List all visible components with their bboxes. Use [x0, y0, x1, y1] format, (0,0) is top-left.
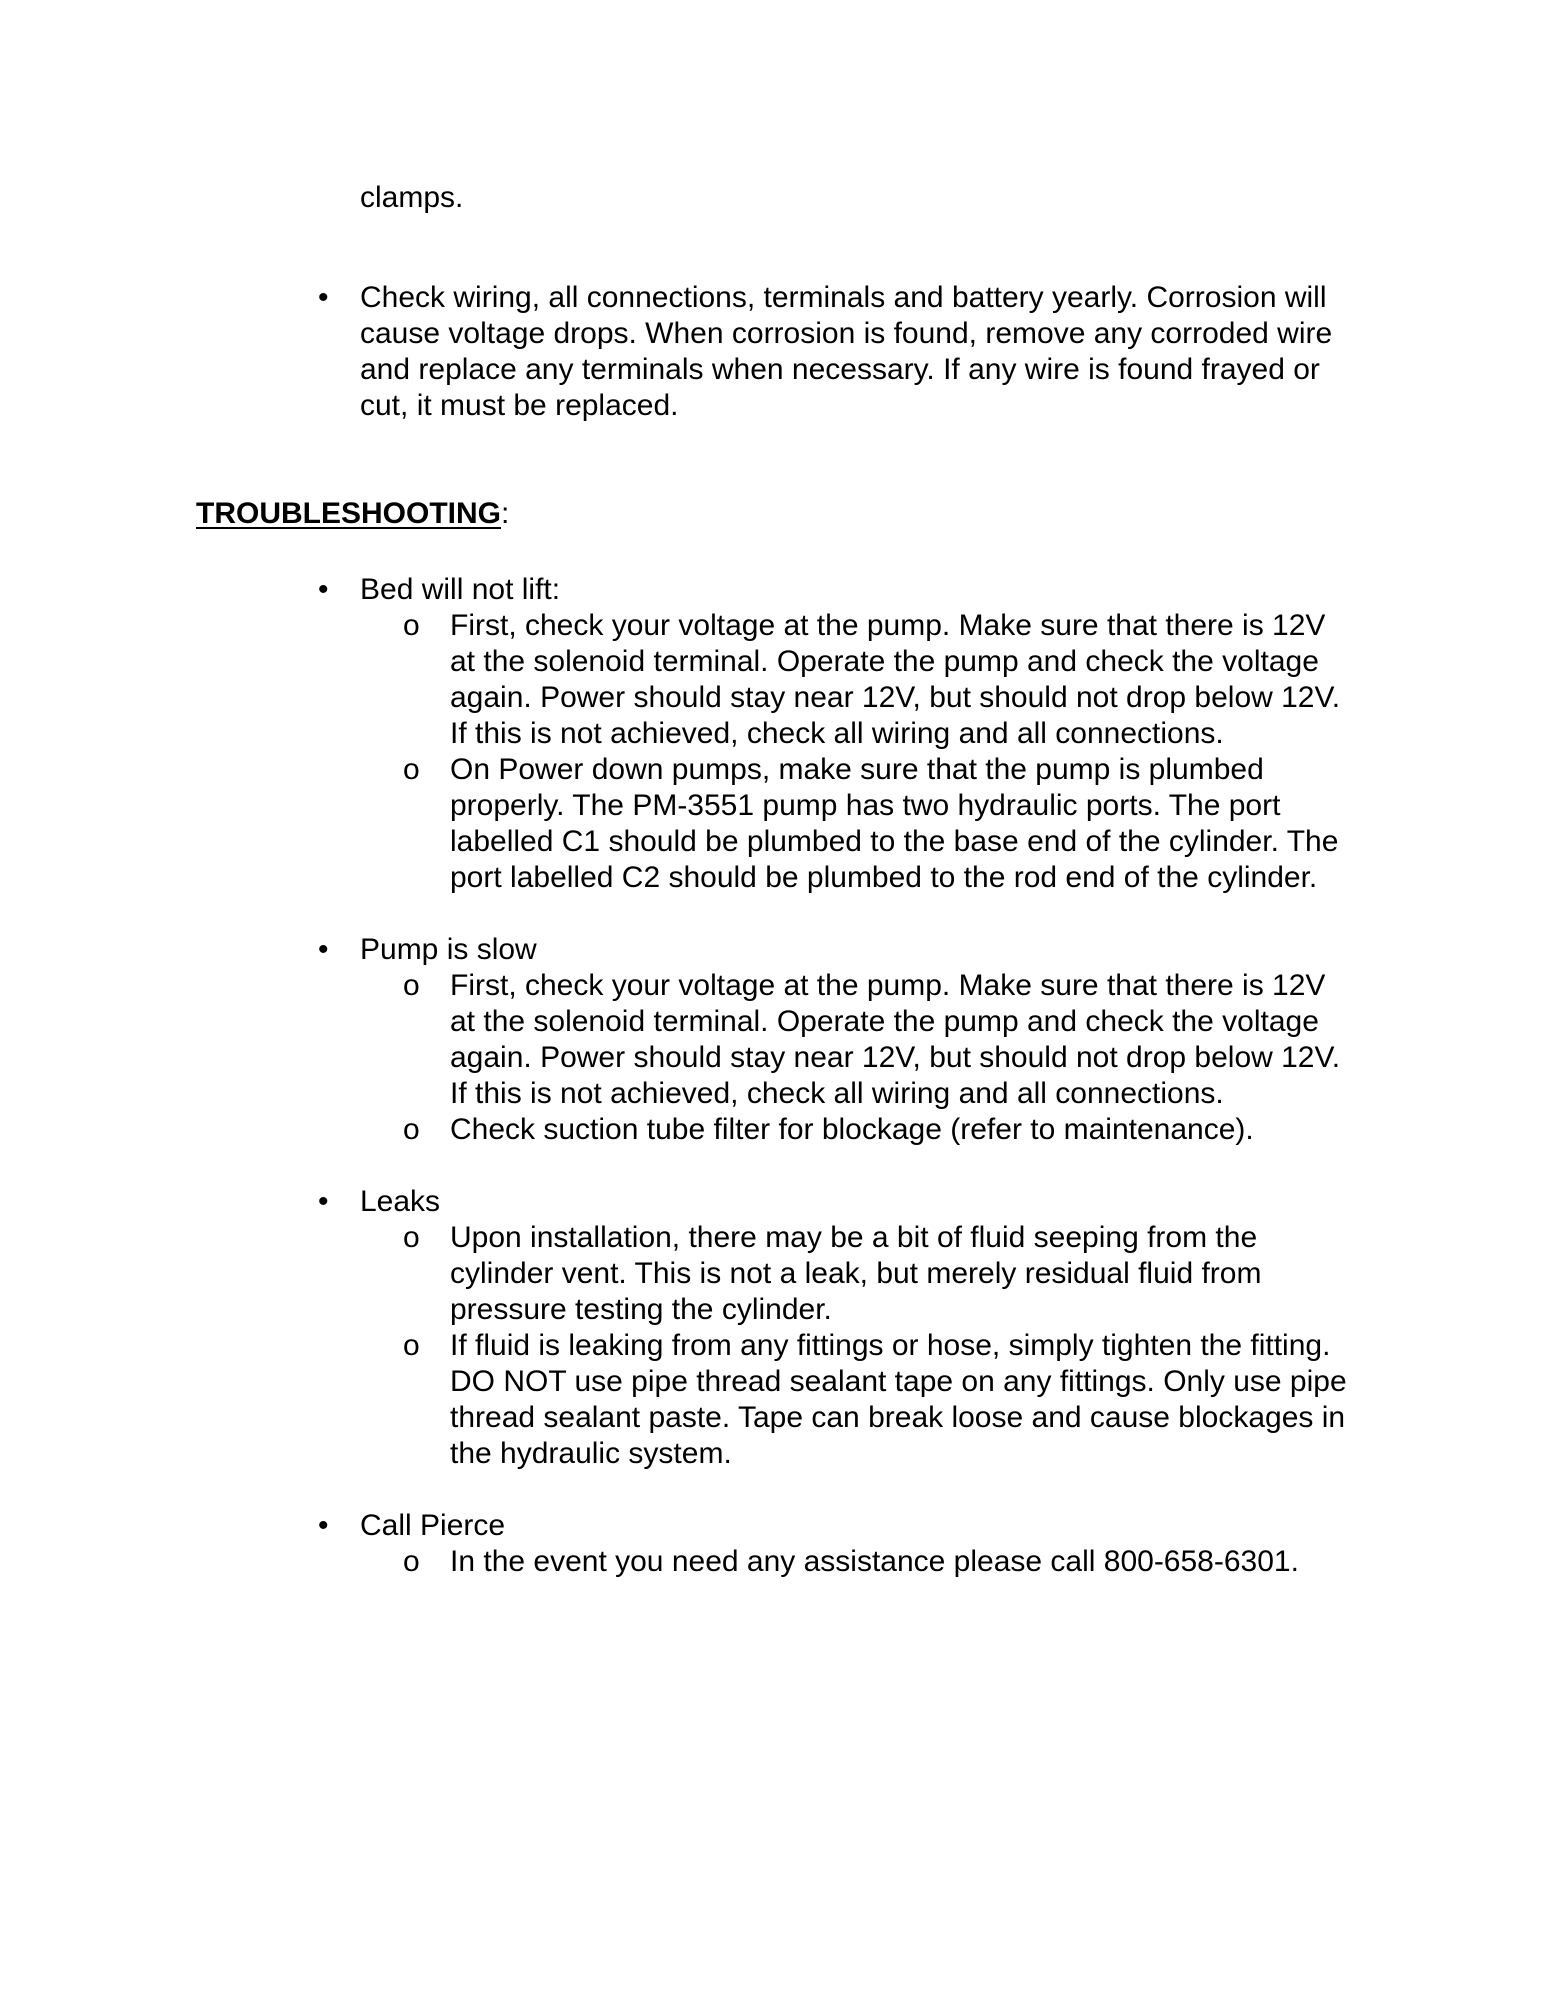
troubleshooting-item: [0, 1184, 1360, 1472]
sub-list-item-text: If fluid is leaking from any fittings or hose, simply tighten the fitting. DO NOT use pipe thread sealant tape on any fittings. Only use pipe thread sealant paste. Tape can break loose and cause blockages in the hydraulic system.: [450, 1329, 1347, 1470]
sub-list-item: [360, 752, 1350, 896]
troubleshooting-item-title: Bed will not lift:: [360, 573, 561, 606]
sub-list: [360, 968, 1360, 1148]
sub-list: [360, 1220, 1360, 1472]
sub-list-item-text: Upon installation, there may be a bit of fluid seeping from the cylinder vent. This is not a leak, but merely residual fluid from pressure testing the cylinder.: [450, 1221, 1262, 1326]
sub-list-item-text: On Power down pumps, make sure that the pump is plumbed properly. The PM-3551 pump has two hydraulic ports. The port labelled C1 should be plumbed to the base end of the cylinder. The port labelled C2 should be plumbed to the rod end of the cylinder.: [450, 753, 1339, 894]
troubleshooting-item-title: Pump is slow: [360, 933, 537, 966]
bullet-icon: •: [318, 573, 329, 606]
sub-bullet-icon: o: [403, 609, 420, 642]
troubleshooting-item-title: Call Pierce: [360, 1509, 506, 1542]
heading-suffix: :: [501, 497, 510, 530]
troubleshooting-list: [0, 572, 1545, 1580]
sub-list-item-text: First, check your voltage at the pump. Make sure that there is 12V at the solenoid terminal. Operate the pump and check the voltage again. Power should stay near 12V, but should not drop below 12V. If this is not achieved, check all wiring and all connections.: [450, 969, 1341, 1110]
sub-list-item-text: In the event you need any assistance please call 800-658-6301.: [450, 1545, 1299, 1578]
maintenance-bullet-text: Check wiring, all connections, terminals and battery yearly. Corrosion will cause voltage drops. When corrosion is found, remove any corroded wire and replace any terminals when necessary. If any wire is found frayed or cut, it must be replaced.: [360, 281, 1333, 422]
bullet-icon: •: [318, 1509, 329, 1542]
sub-bullet-icon: o: [403, 1113, 420, 1146]
heading-title: TROUBLESHOOTING: [196, 497, 501, 530]
sub-bullet-icon: o: [403, 969, 420, 1002]
sub-bullet-icon: o: [403, 1545, 420, 1578]
bullet-icon: •: [318, 933, 329, 966]
troubleshooting-item-title: Leaks: [360, 1185, 441, 1218]
section-heading: [196, 496, 509, 532]
sub-list-item-text: Check suction tube filter for blockage (refer to maintenance).: [450, 1113, 1254, 1146]
sub-list-item: [360, 1544, 1350, 1580]
sub-list: [360, 1544, 1360, 1580]
sub-bullet-icon: o: [403, 1221, 420, 1254]
sub-list: [360, 608, 1360, 896]
troubleshooting-item: [0, 1508, 1360, 1580]
bullet-icon: •: [318, 281, 329, 314]
sub-list-item: [360, 608, 1350, 752]
continuation-text: clamps.: [360, 181, 464, 214]
sub-list-item: [360, 1112, 1350, 1148]
maintenance-list: [0, 280, 1545, 424]
troubleshooting-item: [0, 572, 1360, 896]
sub-list-item: [360, 1220, 1350, 1328]
sub-bullet-icon: o: [403, 753, 420, 786]
maintenance-bullet-item: [0, 280, 1360, 424]
sub-bullet-icon: o: [403, 1329, 420, 1362]
sub-list-item: [360, 1328, 1350, 1472]
sub-list-item-text: First, check your voltage at the pump. Make sure that there is 12V at the solenoid terminal. Operate the pump and check the voltage again. Power should stay near 12V, but should not drop below 12V. If this is not achieved, check all wiring and all connections.: [450, 609, 1341, 750]
bullet-icon: •: [318, 1185, 329, 1218]
sub-list-item: [360, 968, 1350, 1112]
troubleshooting-item: [0, 932, 1360, 1148]
